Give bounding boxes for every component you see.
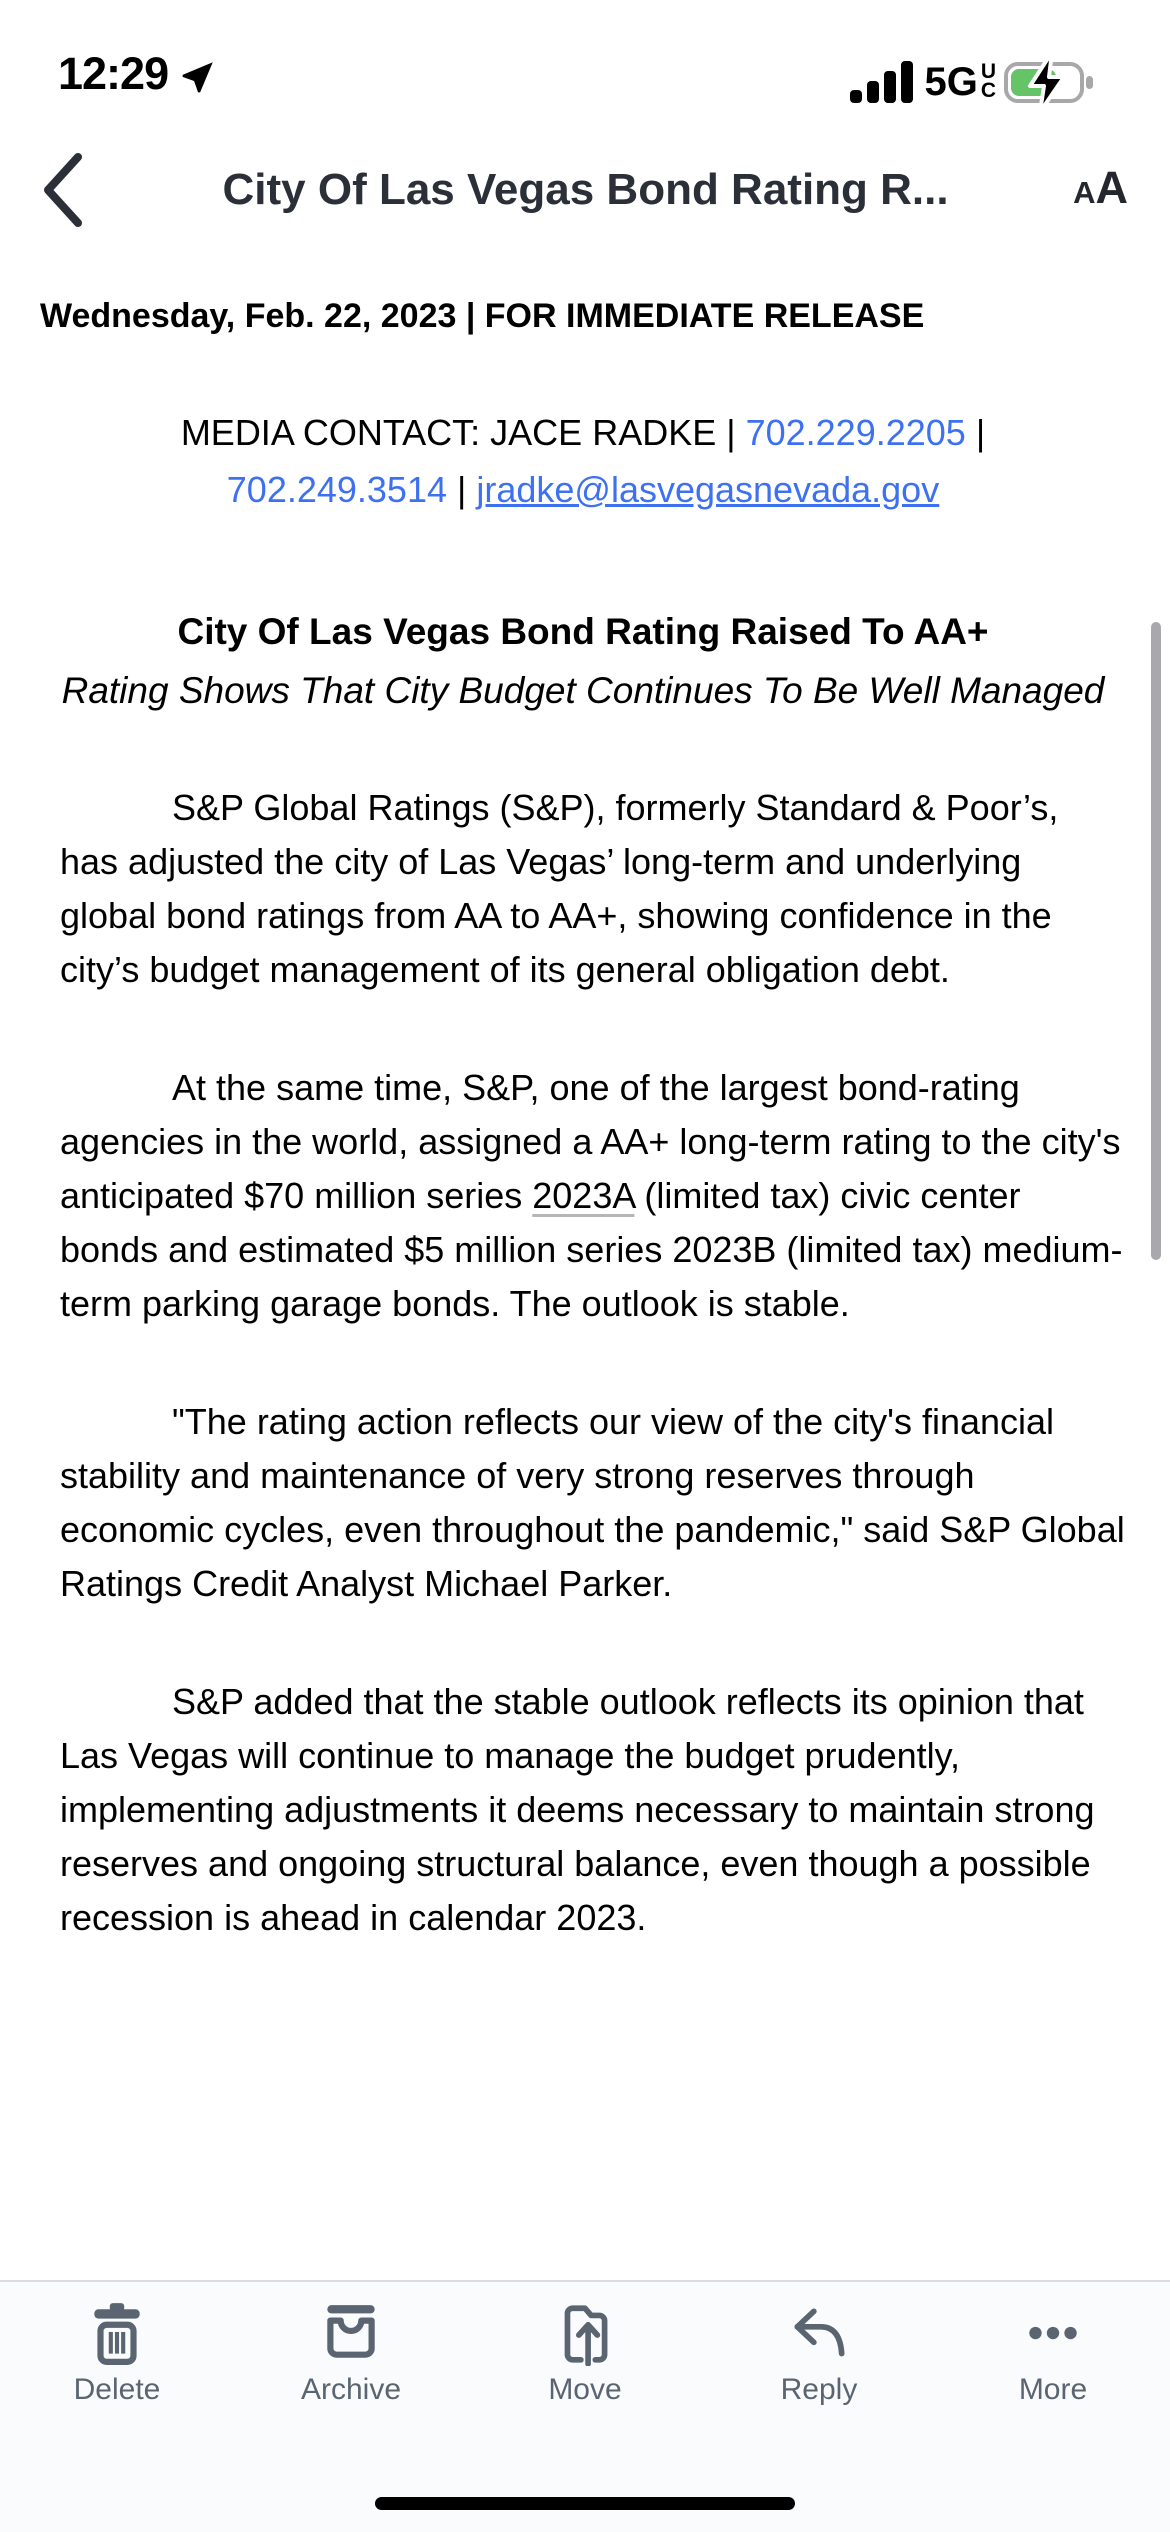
paragraph-2-text: (limited tax) civic center bonds and estimated $5 million series 2023B (limited tax) medium-term parking garage bonds. The outlook is stable. bbox=[60, 1175, 1123, 1324]
media-contact-label: MEDIA CONTACT: JACE RADKE bbox=[180, 412, 717, 453]
bottom-toolbar bbox=[0, 2280, 1170, 2532]
email-link[interactable]: jradke@lasvegasnevada.gov bbox=[476, 469, 940, 510]
archive-box-icon bbox=[318, 2300, 384, 2366]
network-type-label: 5G bbox=[924, 59, 978, 104]
paragraph-2-text: At the same time, S&P, one of the largest bond-rating agencies in the world, assigned a AA+ long-term rating to the city's anticipated $70 million series bbox=[60, 1067, 1121, 1216]
phone-link-1[interactable]: 702.229.2205 bbox=[745, 412, 966, 453]
more-button[interactable] bbox=[976, 2300, 1130, 2532]
article-body bbox=[0, 280, 1170, 2280]
release-date-line: Wednesday, Feb. 22, 2023 | FOR IMMEDIATE RELEASE bbox=[40, 297, 925, 335]
toolbar-label-archive: Archive bbox=[300, 2373, 402, 2406]
paragraph-1: S&P Global Ratings (S&P), formerly Standard & Poor’s, has adjusted the city of Las Vegas’ long-term and underlying global bond ratings from AA to AA+, showing confidence in the city’s budget management of its general obligation debt. bbox=[60, 787, 1059, 990]
trash-icon bbox=[84, 2300, 150, 2366]
chevron-left-icon bbox=[42, 152, 84, 228]
ellipsis-icon bbox=[1020, 2300, 1086, 2366]
toolbar-label-reply: Reply bbox=[780, 2373, 858, 2406]
separator: | bbox=[965, 412, 986, 453]
series-2023a-link[interactable]: 2023A bbox=[532, 1175, 635, 1216]
article-subtitle: Rating Shows That City Budget Continues To Be Well Managed bbox=[61, 670, 1105, 711]
home-indicator[interactable] bbox=[375, 2497, 795, 2510]
paragraph-2 bbox=[60, 1061, 1126, 1331]
media-contact-line bbox=[103, 404, 1063, 518]
separator: | bbox=[716, 412, 746, 453]
reply-arrow-icon bbox=[786, 2300, 852, 2366]
paragraph-3: "The rating action reflects our view of the city's financial stability and maintenance of very strong reserves through economic cycles, even throughout the pandemic," said S&P Global Ratings Credit Analyst Michael Parker. bbox=[60, 1401, 1125, 1604]
phone-link-2[interactable]: 702.249.3514 bbox=[226, 469, 447, 510]
text-size-button[interactable] bbox=[1073, 162, 1128, 215]
back-button[interactable] bbox=[42, 150, 98, 230]
toolbar-label-delete: Delete bbox=[73, 2373, 161, 2406]
clock-time: 12:29 bbox=[58, 48, 169, 99]
text-size-icon: AA bbox=[1073, 162, 1128, 213]
network-sub-top: U bbox=[980, 60, 996, 83]
network-sub-bottom: C bbox=[980, 79, 996, 102]
article-headline: City Of Las Vegas Bond Rating Raised To AA+ bbox=[177, 611, 989, 652]
network-subtype-label bbox=[981, 62, 996, 100]
separator: | bbox=[447, 469, 477, 510]
status-bar bbox=[0, 0, 1170, 110]
delete-button[interactable] bbox=[40, 2300, 194, 2532]
cellular-signal-4-bars-icon bbox=[850, 59, 914, 105]
location-arrow-icon bbox=[182, 55, 220, 93]
paragraph-4: S&P added that the stable outlook reflects its opinion that Las Vegas will continue to manage the budget prudently, implementing adjustments it deems necessary to maintain strong reserves and ongoing structural balance, even though a possible recession is ahead in calendar 2023. bbox=[60, 1681, 1095, 1938]
page-title: City Of Las Vegas Bond Rating R... bbox=[222, 165, 949, 214]
status-time-cluster bbox=[58, 48, 220, 100]
navigation-bar bbox=[0, 100, 1170, 280]
scrollbar-thumb[interactable] bbox=[1151, 622, 1161, 1260]
move-folder-icon bbox=[552, 2300, 618, 2366]
toolbar-label-move: Move bbox=[548, 2373, 622, 2406]
toolbar-label-more: More bbox=[1018, 2373, 1088, 2406]
